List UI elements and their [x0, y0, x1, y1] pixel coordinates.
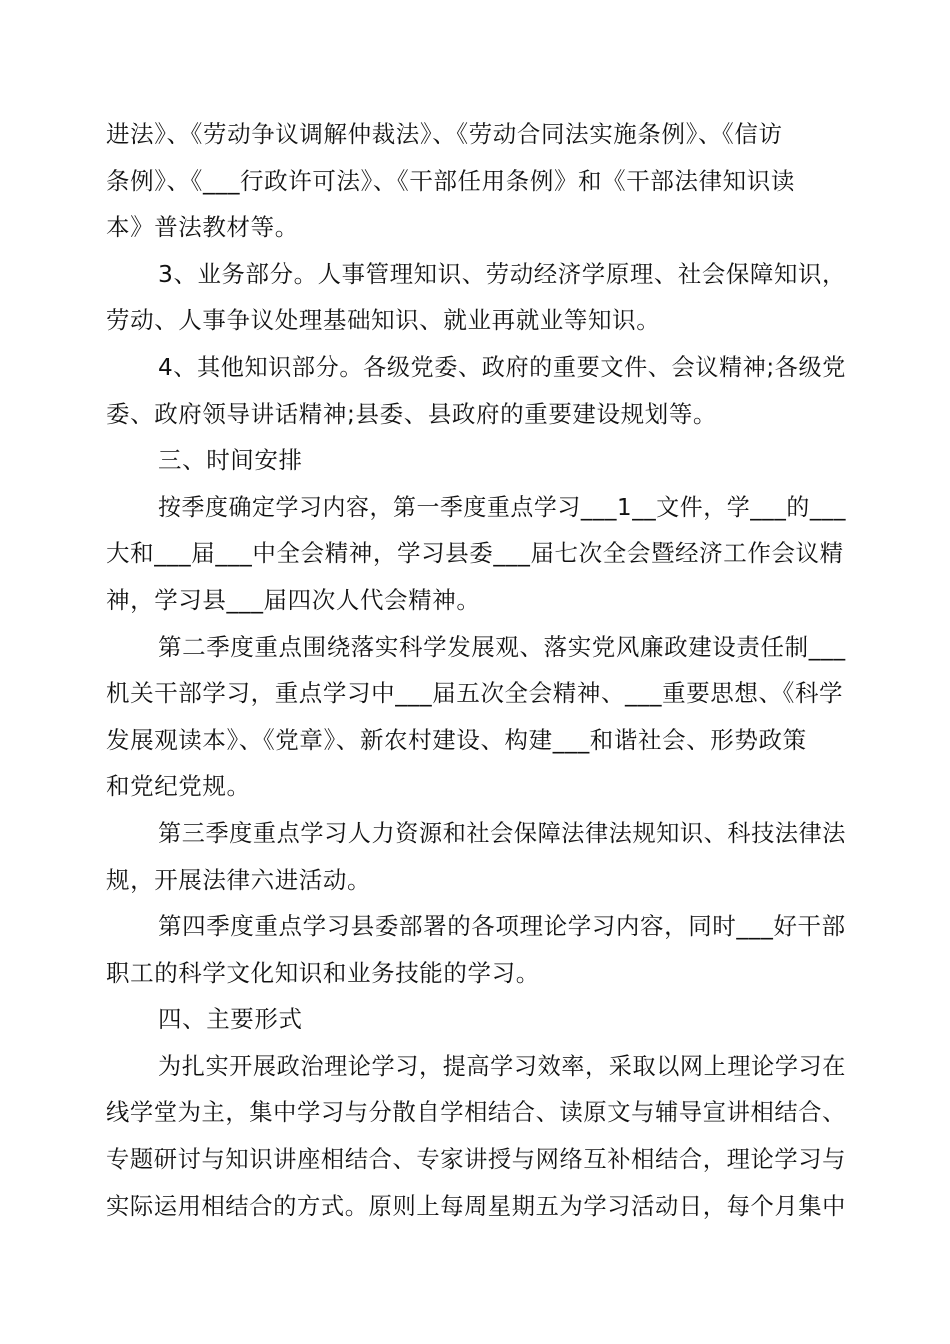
text-line: 实际运用相结合的方式。原则上每周星期五为学习活动日，每个月集中 [106, 1191, 846, 1220]
text-line: 职工的科学文化知识和业务技能的学习。 [106, 958, 540, 987]
text-line: 3、业务部分。人事管理知识、劳动经济学原理、社会保障知识， [158, 259, 846, 288]
text-line: 按季度确定学习内容，第一季度重点学习___1__文件，学___的___ [158, 492, 846, 521]
text-line: 进法》、《劳动争议调解仲裁法》、《劳动合同法实施条例》、《信访 [106, 120, 783, 148]
text-line: 和党纪党规。 [106, 772, 251, 801]
text-line: 第三季度重点学习人力资源和社会保障法律法规知识、科技法律法 [158, 818, 846, 847]
text-line: 4、其他知识部分。各级党委、政府的重要文件、会议精神;各级党 [158, 352, 846, 381]
text-line: 劳动、人事争议处理基础知识、就业再就业等知识。 [106, 306, 661, 335]
text-line: 为扎实开展政治理论学习，提高学习效率，采取以网上理论学习在 [158, 1051, 846, 1080]
text-line: 委、政府领导讲话精神;县委、县政府的重要建设规划等。 [106, 399, 718, 428]
text-line: 本》普法教材等。 [106, 213, 299, 242]
text-line: 第四季度重点学习县委部署的各项理论学习内容，同时___好干部 [158, 912, 846, 941]
text-line: 机关干部学习，重点学习中___届五次全会精神、___重要思想、《科学 [106, 679, 844, 708]
text-line: 神，学习县___届四次人代会精神。 [106, 585, 481, 614]
text-line: 四、主要形式 [158, 1005, 303, 1034]
text-line: 规，开展法律六进活动。 [106, 865, 372, 894]
text-line: 条例》、《___行政许可法》、《干部任用条例》和《干部法律知识读 [106, 166, 795, 195]
text-line: 第二季度重点围绕落实科学发展观、落实党风廉政建设责任制___ [158, 632, 846, 661]
text-line: 发展观读本》、《党章》、新农村建设、构建___和谐社会、形势政策 [106, 725, 807, 754]
text-line: 大和___届___中全会精神，学习县委___届七次全会暨经济工作会议精 [106, 539, 844, 568]
text-line: 线学堂为主，集中学习与分散自学相结合、读原文与辅导宣讲相结合、 [106, 1098, 846, 1127]
text-line: 专题研讨与知识讲座相结合、专家讲授与网络互补相结合，理论学习与 [106, 1145, 846, 1174]
text-line: 三、时间安排 [158, 446, 303, 475]
document-body [106, 111, 846, 1229]
